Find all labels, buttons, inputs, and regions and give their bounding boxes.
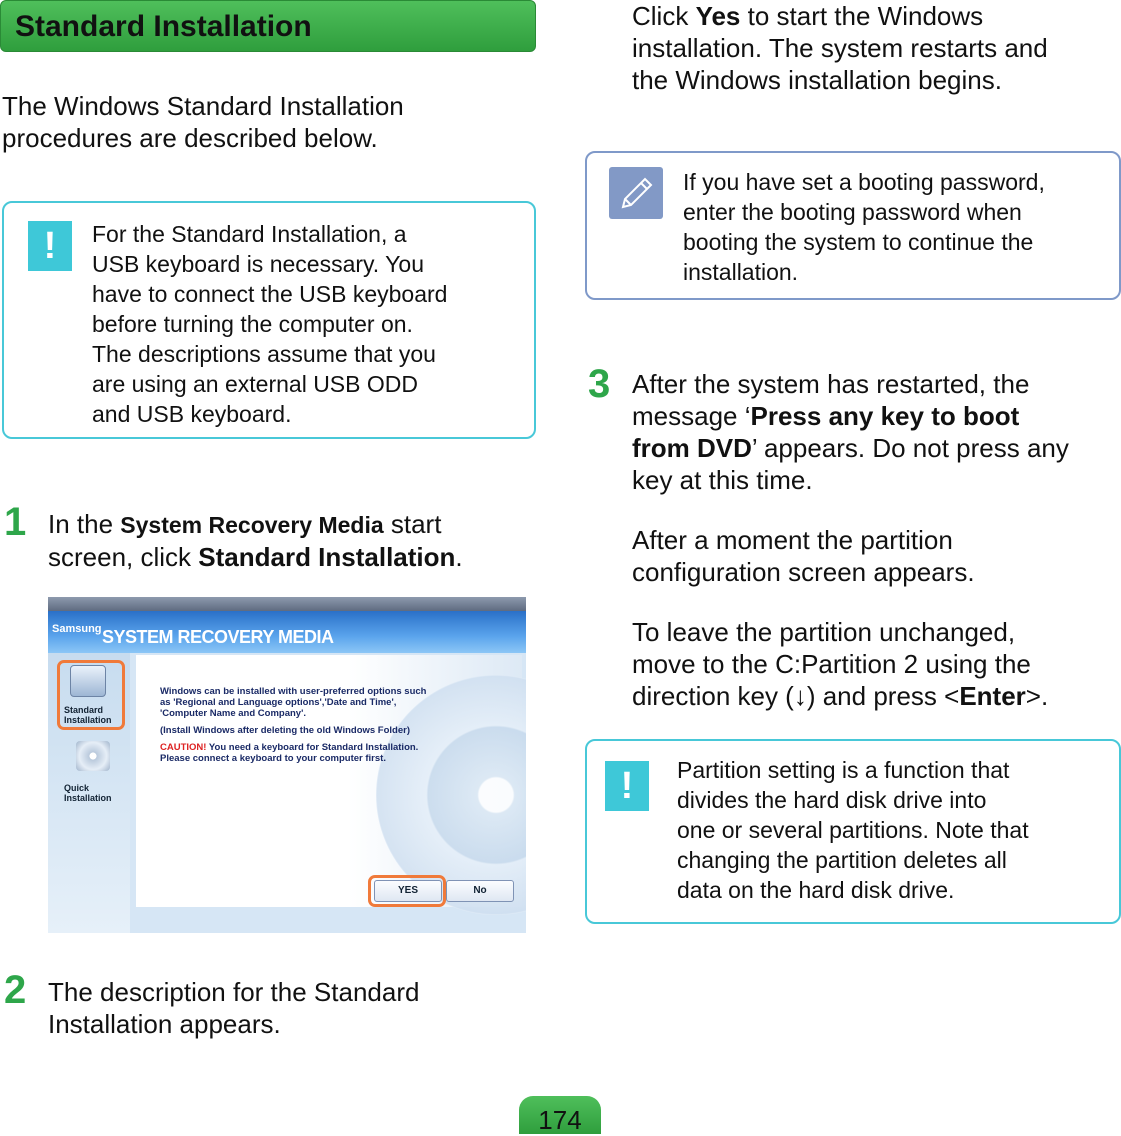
note-line: booting the system to continue the <box>683 229 1034 255</box>
caution-note-box <box>2 201 536 439</box>
app-title: SYSTEM RECOVERY MEDIA <box>102 627 334 647</box>
disc-icon <box>76 741 110 771</box>
step-number-1: 1 <box>4 500 27 544</box>
step-3-line: After a moment the partition <box>632 525 953 555</box>
step-3-line: move to the C:Partition 2 using the <box>632 649 1031 679</box>
step-3-line: message ‘ <box>632 401 751 431</box>
click-rest: to start the Windows <box>740 1 984 31</box>
step-3-line: After the system has restarted, the <box>632 369 1030 399</box>
note-line: Partition setting is a function that <box>677 757 1010 783</box>
press-key-label: Press any key to boot <box>750 401 1020 431</box>
step-number-3: 3 <box>588 362 611 406</box>
yes-label: Yes <box>695 1 741 31</box>
enter-key-label: Enter <box>959 681 1026 711</box>
note-line: one or several partitions. Note that <box>677 817 1029 843</box>
yes-button[interactable]: YES <box>374 880 442 902</box>
yes-highlight <box>368 875 446 907</box>
note-line: data on the hard disk drive. <box>677 877 955 903</box>
system-recovery-media-label: System Recovery Media <box>120 512 384 538</box>
note-line: before turning the computer on. <box>92 311 413 337</box>
note-line: If you have set a booting password, <box>683 169 1045 195</box>
description-text <box>160 686 490 764</box>
standard-installation-label: Standard Installation <box>198 542 456 572</box>
step-number-2: 2 <box>4 968 27 1012</box>
note-line: For the Standard Installation, a <box>92 221 407 247</box>
note-line: and USB keyboard. <box>92 401 292 427</box>
paragraph-line: installation. The system restarts and <box>632 33 1048 63</box>
step-3-line: key at this time. <box>632 465 813 495</box>
step-3-line: >. <box>1025 681 1049 711</box>
standard-highlight <box>57 660 125 730</box>
step-2-line: The description for the Standard <box>48 977 420 1007</box>
step-1-text <box>48 508 528 573</box>
sidebar-label: Quick <box>64 783 90 793</box>
section-title: Standard Installation <box>15 10 312 43</box>
sidebar-label: Installation <box>64 715 112 725</box>
from-dvd-label: from DVD <box>632 433 752 463</box>
description-line: Windows can be installed with user-preferred options such <box>160 686 427 697</box>
note-line: divides the hard disk drive into <box>677 787 987 813</box>
intro-line: The Windows Standard Installation <box>2 91 404 121</box>
step-3-text <box>632 368 1121 712</box>
intro-line: procedures are described below. <box>2 123 378 153</box>
step-2-line: Installation appears. <box>48 1009 281 1039</box>
click-yes-paragraph <box>632 0 1121 96</box>
step-1-prefix: In the <box>48 509 121 539</box>
note-line: are using an external USB ODD <box>92 371 418 397</box>
window-title-bar <box>48 611 526 653</box>
password-note-text <box>683 167 1119 287</box>
pencil-icon <box>609 167 663 219</box>
description-line: 'Computer Name and Company'. <box>160 708 306 719</box>
partition-note-text <box>677 755 1117 905</box>
step-3-line: ’ appears. Do not press any <box>751 433 1069 463</box>
note-line: have to connect the USB keyboard <box>92 281 448 307</box>
sidebar-item-quick[interactable] <box>64 783 112 803</box>
exclamation-icon: ! <box>605 761 649 811</box>
note-line: changing the partition deletes all <box>677 847 1007 873</box>
note-line: USB keyboard is necessary. You <box>92 251 424 277</box>
caution-text: You need a keyboard for Standard Installation. <box>206 742 419 753</box>
sidebar-label: Installation <box>64 793 112 803</box>
step-3-line: To leave the partition unchanged, <box>632 617 1016 647</box>
no-button[interactable]: No <box>446 880 514 902</box>
exclamation-icon: ! <box>28 221 72 271</box>
note-line: installation. <box>683 259 799 285</box>
step-1-mid: start <box>383 509 442 539</box>
description-line: as 'Regional and Language options','Date and Time', <box>160 697 397 708</box>
system-recovery-screenshot <box>48 597 526 933</box>
password-note-box <box>585 151 1121 300</box>
caution-note-text <box>92 219 532 429</box>
pencil-note-icon <box>609 167 663 219</box>
note-line: enter the booting password when <box>683 199 1022 225</box>
click-prefix: Click <box>632 1 696 31</box>
brand-label: Samsung <box>52 623 102 635</box>
caution-text: Please connect a keyboard to your computer first. <box>160 753 386 764</box>
sidebar-label: Standard <box>64 705 104 715</box>
step-1-line2: screen, click <box>48 542 199 572</box>
note-line: The descriptions assume that you <box>92 341 436 367</box>
caution-label: CAUTION! <box>160 742 207 753</box>
page-number: 174 <box>538 1105 582 1135</box>
partition-note-box <box>585 739 1121 924</box>
step-2-text <box>48 976 528 1040</box>
page-number-tab <box>519 1096 601 1134</box>
step-3-line: direction key (↓) and press < <box>632 681 960 711</box>
paragraph-line: the Windows installation begins. <box>632 65 1002 95</box>
description-line: (Install Windows after deleting the old Windows Folder) <box>160 725 410 736</box>
intro-paragraph <box>2 90 522 154</box>
step-1-suffix: . <box>455 542 463 572</box>
window-top-bar <box>48 597 526 611</box>
step-3-line: configuration screen appears. <box>632 557 975 587</box>
section-title-bar <box>0 0 536 52</box>
